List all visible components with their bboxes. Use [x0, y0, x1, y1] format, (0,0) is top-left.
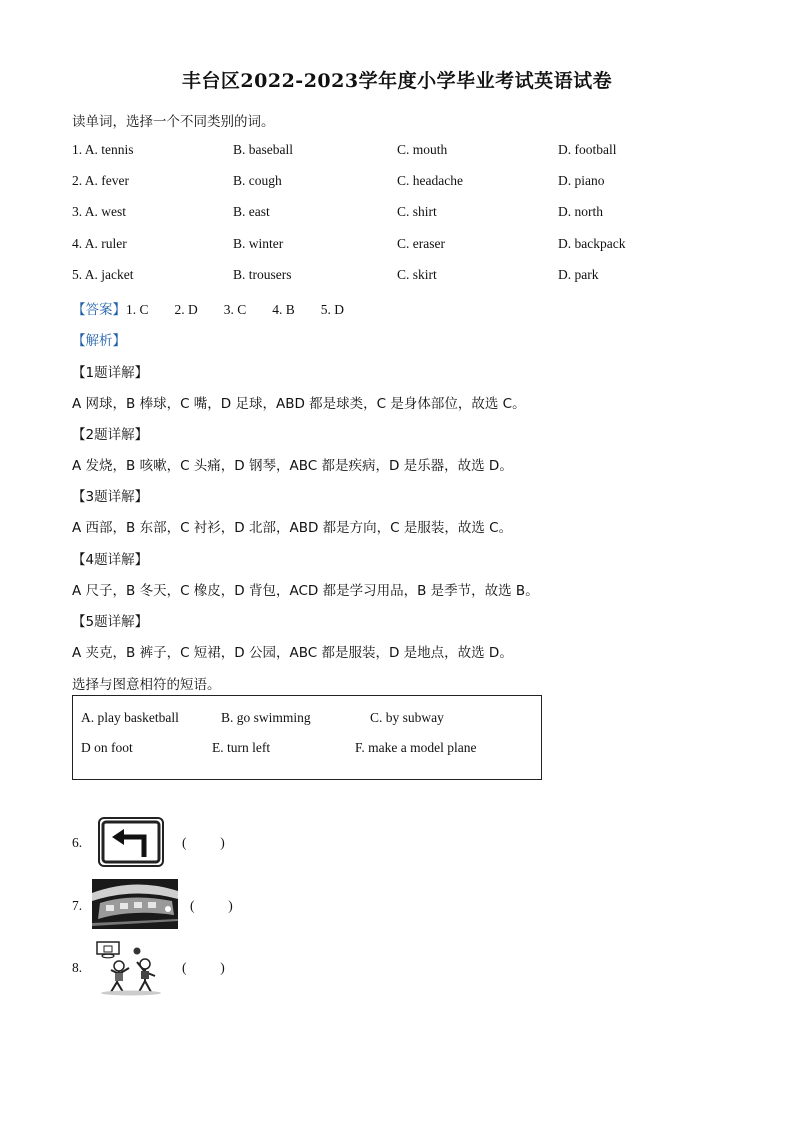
section2-instruction: 选择与图意相符的短语。 — [72, 677, 221, 693]
turn-left-sign-icon — [98, 817, 164, 871]
phrase-option-b: B. go swimming — [221, 710, 311, 725]
option-d: D. football — [558, 142, 617, 157]
question-6-number: 6. — [72, 835, 83, 850]
answer-blank-6[interactable]: ( ) — [182, 835, 225, 850]
phrase-option-f: F. make a model plane — [355, 740, 477, 755]
answer-2: 2. D — [174, 302, 198, 317]
option-a: 3. A. west — [72, 204, 126, 219]
phrase-option-e: E. turn left — [212, 740, 271, 755]
question-row-3 — [72, 204, 722, 224]
section1-instruction: 读单词，选择一个不同类别的词。 — [72, 114, 275, 130]
option-a: 5. A. jacket — [72, 267, 134, 282]
detail-text-5: A 夹克，B 裤子，C 短裙，D 公园，ABC 都是服装，D 是地点，故选 D。 — [72, 645, 513, 661]
option-a: 4. A. ruler — [72, 236, 127, 251]
phrase-option-c: C. by subway — [370, 710, 444, 725]
option-d: D. park — [558, 267, 599, 282]
option-b: B. baseball — [233, 142, 293, 157]
option-c: C. eraser — [397, 236, 445, 251]
detail-text-1: A 网球，B 棒球，C 嘴，D 足球，ABD 都是球类，C 是身体部位，故选 C。 — [72, 396, 526, 412]
option-b: B. east — [233, 204, 270, 219]
question-row-2 — [72, 173, 722, 193]
option-b: B. trousers — [233, 267, 292, 282]
question-7-number: 7. — [72, 898, 83, 913]
detail-heading-1: 【1题详解】 — [72, 365, 149, 381]
question-row-4 — [72, 236, 722, 256]
option-d: D. north — [558, 204, 603, 219]
detail-text-2: A 发烧，B 咳嗽，C 头痛，D 钢琴，ABC 都是疾病，D 是乐器，故选 D。 — [72, 458, 513, 474]
answer-blank-7[interactable]: ( ) — [190, 898, 233, 913]
detail-heading-4: 【4题详解】 — [72, 552, 149, 568]
subway-train-icon — [92, 879, 178, 933]
phrase-option-a: A. play basketball — [81, 710, 179, 725]
phrase-option-d: D on foot — [81, 740, 133, 755]
option-d: D. backpack — [558, 236, 626, 251]
answer-5: 5. D — [320, 302, 345, 317]
analysis-tag: 【解析】 — [72, 333, 126, 349]
answer-line — [72, 298, 370, 318]
page-title: 丰台区2022-2023学年度小学毕业考试英语试卷 — [181, 70, 613, 92]
option-c: C. shirt — [397, 204, 437, 219]
option-a: 1. A. tennis — [72, 142, 134, 157]
answer-tag: 【答案】 — [72, 302, 126, 318]
basketball-players-icon — [95, 940, 167, 1000]
detail-heading-2: 【2题详解】 — [72, 427, 149, 443]
option-b: B. winter — [233, 236, 284, 251]
answer-blank-8[interactable]: ( ) — [182, 960, 225, 975]
option-c: C. skirt — [397, 267, 437, 282]
question-8-number: 8. — [72, 960, 83, 975]
answer-3: 3. C — [223, 302, 247, 317]
answer-1: 1. C — [126, 302, 149, 317]
option-d: D. piano — [558, 173, 605, 188]
detail-text-4: A 尺子，B 冬天，C 橡皮，D 背包，ACD 都是学习用品，B 是季节，故选 B。 — [72, 583, 539, 599]
question-row-1 — [72, 142, 722, 162]
detail-heading-5: 【5题详解】 — [72, 614, 149, 630]
detail-text-3: A 西部，B 东部，C 衬衫，D 北部，ABD 都是方向，C 是服装，故选 C。 — [72, 520, 513, 536]
phrase-option-box — [72, 695, 542, 780]
detail-heading-3: 【3题详解】 — [72, 489, 149, 505]
option-c: C. headache — [397, 173, 463, 188]
question-row-5 — [72, 267, 722, 287]
option-c: C. mouth — [397, 142, 448, 157]
option-a: 2. A. fever — [72, 173, 129, 188]
option-b: B. cough — [233, 173, 282, 188]
answer-4: 4. B — [272, 302, 295, 317]
